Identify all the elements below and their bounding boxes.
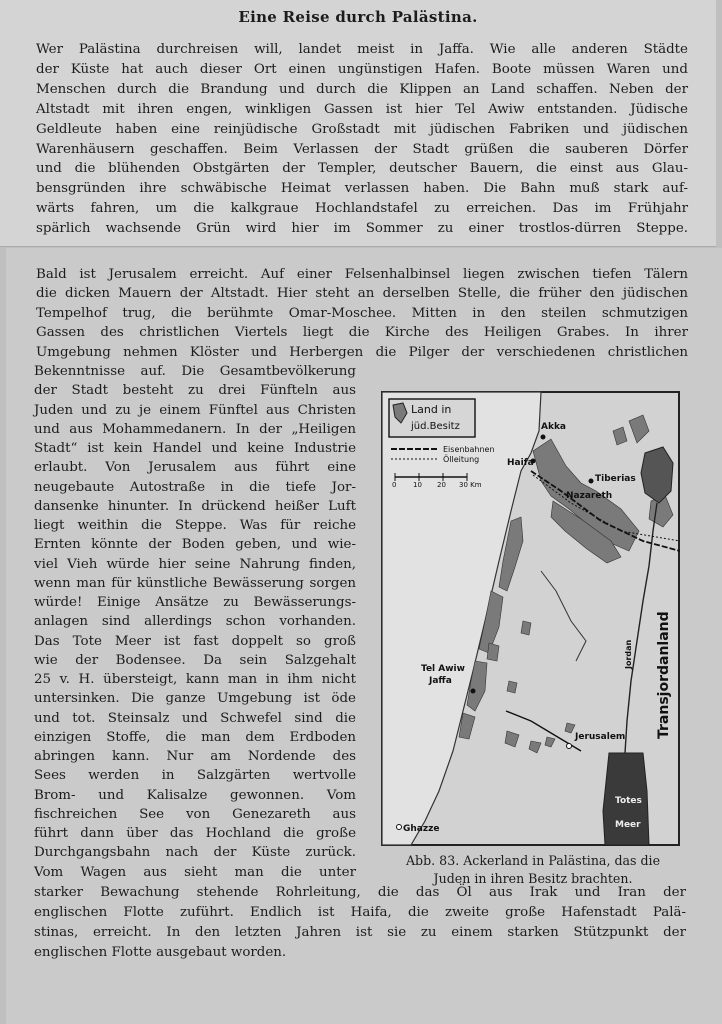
- label-haifa: Haifa: [507, 458, 534, 468]
- text-line: englischen Flotte ausgebaut worden.: [34, 945, 287, 960]
- text-line: dansenke hinunter. In drückend heißer Luft: [34, 498, 356, 514]
- text-line: Tempelhof trug, die berühmte Omar-Moschee. Mitten in den steilen schmutzigen: [36, 305, 688, 321]
- text-line: Das Tote Meer ist fast doppelt so groß: [34, 633, 356, 649]
- svg-text:0: 0: [392, 481, 397, 489]
- text-line: stinas, erreicht. In den letzten Jahren ist sie zu einem starken Stützpunkt der: [34, 925, 686, 940]
- text-line: einzigen Stoffe, die man dem Erdboden: [34, 729, 356, 745]
- label-jordan: Jordan: [624, 639, 633, 669]
- text-line: starker Bewachung stehende Rohrleitung, die das Öl aus Irak und Iran der: [34, 885, 686, 900]
- label-totes: Totes: [615, 796, 642, 806]
- text-line: Bekenntnisse auf. Die Gesamtbevölkerung: [34, 364, 356, 379]
- text-line: und die blühenden Obstgärten der Templer, deutscher Bauern, die einst aus Glau-: [36, 161, 688, 177]
- legend-title-line1: Land in: [411, 403, 452, 416]
- text-line: Gassen des christlichen Viertels liegt die Kirche des Heiligen Grabes. In ihrer: [36, 325, 688, 341]
- text-line: Sees werden in Salzgärten wertvolle: [34, 768, 356, 784]
- text-line: und aus Mohammedanern. In der „Heiligen: [34, 421, 356, 437]
- text-line: Brom- und Kalisalze gewonnen. Vom: [34, 787, 356, 803]
- text-line: Geldleute haben eine reinjüdische Großstadt mit jüdischen Fabriken und jüdischen: [36, 121, 688, 137]
- text-line: liegt weithin die Steppe. Was für reiche: [34, 518, 356, 533]
- text-line: abringen kann. Nur am Nordende des: [34, 749, 356, 764]
- label-ghazze: Ghazze: [403, 824, 440, 834]
- text-line: der Küste hat auch dieser Ort einen ungünstigen Hafen. Boote müssen Waren und: [36, 61, 688, 77]
- text-line: Umgebung nehmen Klöster und Herbergen die Pilger der verschiedenen christlichen: [36, 344, 688, 360]
- text-line: englischen Flotte zuführt. Endlich ist Haifa, die zweite große Hafenstadt Palä-: [34, 905, 686, 920]
- text-line: anlagen sind allerdings schon vorhanden.: [34, 614, 356, 630]
- legend-title-line2: jüd.Besitz: [411, 421, 460, 432]
- text-line: Stadt“ ist kein Handel und keine Industrie: [34, 441, 356, 456]
- label-transjordanland: Transjordanland: [656, 611, 672, 739]
- caption-line: Abb. 83. Ackerland in Palästina, das die: [405, 853, 661, 868]
- text-line: Durchgangsbahn nach der Küste zurück.: [34, 845, 356, 861]
- text-line: untersinken. Die ganze Umgebung ist öde: [34, 691, 356, 707]
- text-line: wärts fahren, um die kalkgraue Hochlandstafel zu erreichen. Das im Frühjahr: [36, 201, 688, 217]
- text-line: Bald ist Jerusalem erreicht. Auf einer Felsenhalbinsel liegen zwischen tiefen Tälern: [36, 267, 688, 282]
- text-line: Menschen durch die Brandung und durch die Klippen an Land schaffen. Neben der: [36, 81, 688, 97]
- text-line: Wer Palästina durchreisen will, landet meist in Jaffa. Wie alle anderen Städte: [36, 42, 688, 57]
- palestine-map: [381, 391, 680, 846]
- text-line: wie der Bodensee. Da sein Salzgehalt: [34, 652, 356, 668]
- label-nazareth: Nazareth: [566, 491, 613, 501]
- label-telawiw: Tel Awiw: [421, 664, 465, 674]
- text-line: die dicken Mauern der Altstadt. Hier steht an derselben Stelle, die früher den jüdischen: [36, 286, 688, 302]
- text-line: und tot. Steinsalz und Schwefel sind die: [34, 710, 356, 726]
- text-line: würde! Einige Ansätze zu Bewässerungs-: [34, 595, 356, 610]
- text-line: 25 v. H. übersteigt, kann man in ihm nicht: [34, 672, 356, 687]
- text-line: Altstadt mit ihren engen, winkligen Gassen ist hier Tel Awiw entstanden. Jüdische: [36, 101, 688, 117]
- svg-text:20: 20: [437, 481, 446, 489]
- legend-oil: Ölleitung: [443, 455, 480, 464]
- text-line: neugebaute Autostraße in die tiefe Jor-: [34, 479, 356, 495]
- label-jerusalem: Jerusalem: [575, 732, 626, 742]
- text-line: Vom Wagen aus sieht man die unter: [34, 864, 356, 880]
- text-line: Ernten könnte der Boden geben, und wie-: [34, 537, 356, 553]
- label-meer: Meer: [615, 820, 641, 830]
- text-line: bensgründen ihre schwäbische Heimat verlassen haben. Die Bahn muß stark auf-: [36, 181, 688, 197]
- text-line: fischreichen See von Genezareth aus: [34, 806, 356, 822]
- label-akka: Akka: [541, 422, 567, 432]
- legend-railway: Eisenbahnen: [443, 445, 495, 454]
- article-title: Eine Reise durch Palästina.: [238, 8, 478, 26]
- svg-text:10: 10: [413, 481, 422, 489]
- svg-text:30 Km: 30 Km: [459, 481, 482, 489]
- caption-line: Juden in ihren Besitz brachten.: [433, 871, 633, 886]
- figure-caption: [378, 852, 688, 888]
- text-line: der Stadt besteht zu drei Fünfteln aus: [34, 383, 356, 399]
- text-line: erlaubt. Von Jerusalem aus führt eine: [34, 460, 356, 476]
- text-line: Juden und zu je einem Fünftel aus Christen: [34, 402, 356, 418]
- label-jaffa: Jaffa: [429, 676, 452, 686]
- text-line: spärlich wachsende Grün wird hier im Sommer zu einer trostlos-dürren Steppe.: [36, 221, 688, 237]
- text-line: führt dann über das Hochland die große: [34, 826, 356, 841]
- text-line: wenn man für künstliche Bewässerung sorgen: [34, 575, 356, 591]
- text-line: Warenhäusern geschaffen. Beim Verlassen der Stadt grüßen die sauberen Dörfer: [36, 141, 688, 157]
- label-tiberias: Tiberias: [595, 474, 636, 484]
- text-line: viel Vieh würde hier seine Nahrung finden,: [34, 556, 356, 572]
